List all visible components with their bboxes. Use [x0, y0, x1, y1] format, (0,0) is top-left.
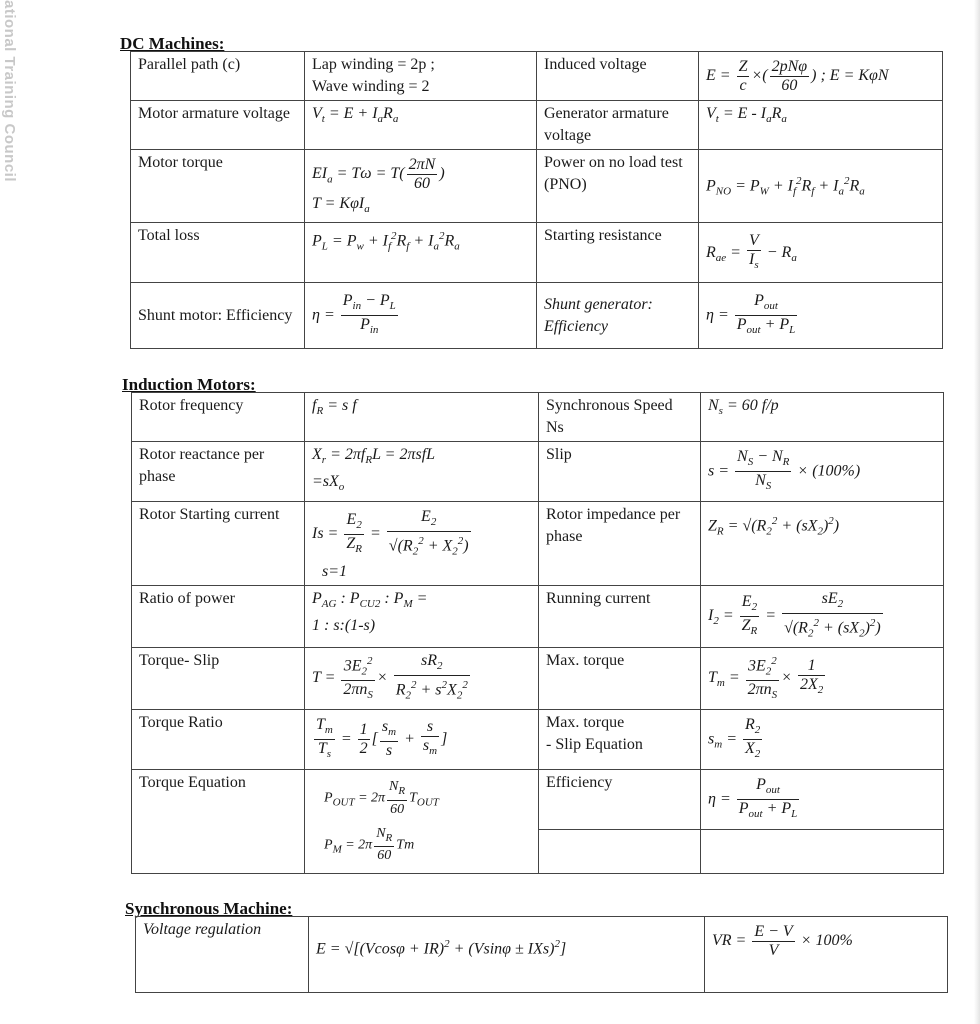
label-starting-resistance: Starting resistance — [537, 223, 699, 283]
table-row — [132, 442, 944, 502]
table-row — [132, 393, 944, 442]
label-slip: Slip — [539, 442, 701, 502]
label-shunt-motor-efficiency: Shunt motor: Efficiency — [131, 283, 305, 349]
empty-cell — [701, 829, 944, 873]
table-row — [131, 52, 943, 101]
table-row — [132, 769, 944, 829]
dc-machines-table — [130, 51, 943, 349]
label-ratio-of-power: Ratio of power — [132, 585, 305, 647]
label-synchronous-speed: Synchronous Speed Ns — [539, 393, 701, 442]
label-rotor-frequency: Rotor frequency — [132, 393, 305, 442]
label-induced-voltage: Induced voltage — [537, 52, 699, 101]
label-voltage-regulation: Voltage regulation — [136, 917, 309, 993]
label-generator-armature-voltage: Generator armature voltage — [537, 101, 699, 150]
formula-max-torque-slip: $s_m$ = $\frac{R_2}{X_2}$ — [701, 709, 944, 769]
label-rotor-reactance: Rotor reactance per phase — [132, 442, 305, 502]
label-efficiency: Efficiency — [539, 769, 701, 829]
formula-max-torque: $T_m$ = $\frac{3E_2^2}{2\pi n_S}$ × $\frac{1}{2X_2}$ — [701, 647, 944, 709]
formula-rotor-starting-current: Is = $\frac{E_2}{Z_R}$ = $\frac{E_2}{√(R_2^2 + X_2^2)}$ s=1 — [305, 502, 539, 586]
empty-cell — [539, 829, 701, 873]
formula-induced-voltage: E = $\frac{Z}{c}$ ×( $\frac{\text{2pNφ}}{60}$ ) ; E = KφN — [699, 52, 943, 101]
table-row — [136, 917, 948, 993]
formula-generator-armature-voltage: $V_t = E - I_aR_a$ — [699, 101, 943, 150]
formula-total-loss: $P_L = P_w + I_f^2R_f + I_a^2R_a$ — [305, 223, 537, 283]
formula-torque-slip: T = $\frac{3E_2^2}{2\pi n_S}$ × $\frac{sR_2}{R_2^2 + s^2X_2^2}$ — [305, 647, 539, 709]
formula-shunt-motor-efficiency: η = $\frac{P_{in} - P_L}{P_{in}}$ — [305, 283, 537, 349]
synchronous-machine-table — [135, 916, 948, 993]
label-running-current: Running current — [539, 585, 701, 647]
label-rotor-starting-current: Rotor Starting current — [132, 502, 305, 586]
formula-efficiency: η = $\frac{P_{out}}{P_{out} + P_L}$ — [701, 769, 944, 829]
formula-power-no-load: $P_{NO} = P_W + I_f^2R_f + I_a^2R_a$ — [699, 150, 943, 223]
formula-torque-equation: $P_{OUT} = 2\pi$ $\frac{N_R}{60}$ $T_{OUT}$ $P_M = 2\pi$ $\frac{N_R}{60}$ Tm — [305, 769, 539, 873]
dc-machines-title: DC Machines: — [120, 34, 225, 53]
label-parallel-path: Parallel path (c) — [131, 52, 305, 101]
formula-slip: s = $\frac{N_S - N_R}{N_S}$ × (100%) — [701, 442, 944, 502]
formula-voltage-regulation: VR = $\frac{E - V}{V}$ × 100% — [705, 917, 948, 993]
formula-rotor-frequency: $f_R = s$ f — [305, 393, 539, 442]
label-rotor-impedance: Rotor impedance per phase — [539, 502, 701, 586]
formula-synchronous-speed: $N_s = 60$ f/p — [701, 393, 944, 442]
label-shunt-generator-efficiency: Shunt generator: Efficiency — [537, 283, 699, 349]
label-power-no-load: Power on no load test (PNO) — [537, 150, 699, 223]
label-motor-torque: Motor torque — [131, 150, 305, 223]
label-torque-equation: Torque Equation — [132, 769, 305, 873]
label-max-torque: Max. torque — [539, 647, 701, 709]
label-motor-armature-voltage: Motor armature voltage — [131, 101, 305, 150]
formula-starting-resistance: $R_{ae}$ = $\frac{V}{I_s}$ − $R_a$ — [699, 223, 943, 283]
formula-motor-torque: $EI_a = T\omega = T$( $\frac{2\pi N}{60}$ ) T = KφI$_a$ — [305, 150, 537, 223]
formula-torque-ratio: $\frac{T_m}{T_s}$ = $\frac{1}{2}$ [ $\frac{s_m}{s}$ + $\frac{s}{s_m}$ ] — [305, 709, 539, 769]
table-row — [132, 502, 944, 586]
formula-lap-wave: Lap winding = 2p ; Wave winding = 2 — [305, 52, 537, 101]
table-row — [132, 585, 944, 647]
label-max-torque-slip: Max. torque - Slip Equation — [539, 709, 701, 769]
formula-motor-armature-voltage: $V_t = E + I_aR_a$ — [305, 101, 537, 150]
label-torque-slip: Torque- Slip — [132, 647, 305, 709]
formula-rotor-reactance: $X_r = 2\pi f_RL = 2\pi sfL$ $=sX_o$ — [305, 442, 539, 502]
table-row — [131, 150, 943, 223]
label-total-loss: Total loss — [131, 223, 305, 283]
formula-ratio-of-power: $P_{AG}$ : $P_{CU2}$ : $P_M$ = 1 : s:(1-s) — [305, 585, 539, 647]
formula-running-current: $I_2$ = $\frac{E_2}{Z_R}$ = $\frac{sE_2}{√(R_2^2 + (sX_2)^2)}$ — [701, 585, 944, 647]
label-torque-ratio: Torque Ratio — [132, 709, 305, 769]
watermark-text: ational Training Council — [1, 0, 18, 183]
table-row — [131, 101, 943, 150]
induction-motors-title: Induction Motors: — [122, 375, 256, 394]
page-edge-shadow — [974, 0, 980, 1024]
formula-shunt-generator-efficiency: η = $\frac{P_{out}}{P_{out} + P_L}$ — [699, 283, 943, 349]
synchronous-machine-title: Synchronous Machine: — [125, 899, 293, 918]
table-row — [131, 283, 943, 349]
formula-emf: E = √[(Vcosφ + IR)$^2$ + (Vsinφ ± IXs)$^2$] — [309, 917, 705, 993]
table-row — [132, 709, 944, 769]
table-row — [132, 647, 944, 709]
induction-motors-table — [131, 392, 944, 874]
formula-rotor-impedance: $Z_R = √(R_2^2 + (sX_2)^2)$ — [701, 502, 944, 586]
table-row — [131, 223, 943, 283]
